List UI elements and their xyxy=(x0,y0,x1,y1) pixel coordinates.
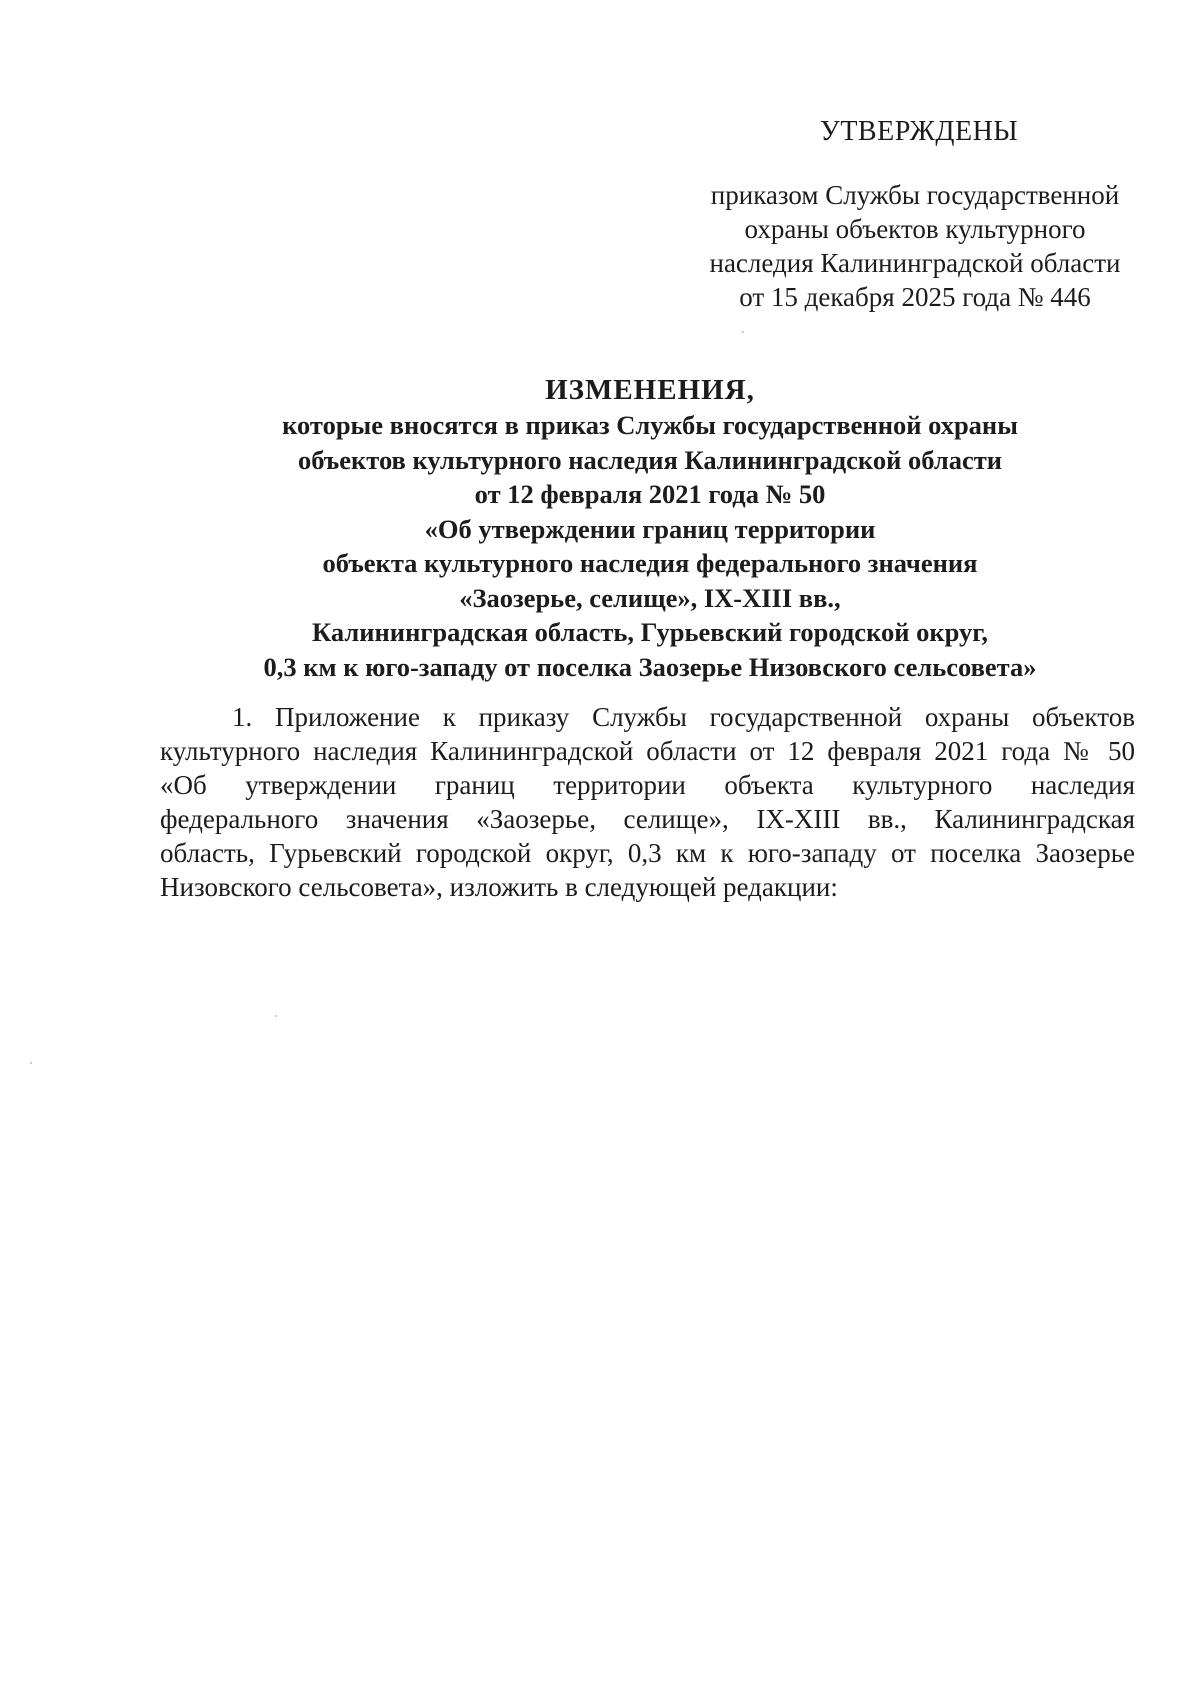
body-line: федерального значения «Заозерье, селище», IX-XIII вв., Калининградская xyxy=(160,804,1135,834)
body-line: 1. Приложение к приказу Службы государственной охраны объектов xyxy=(232,702,1135,732)
body-paragraph xyxy=(160,700,1135,904)
document-heading xyxy=(130,372,1170,684)
scan-speck xyxy=(275,1015,277,1017)
body-line: «Об утверждении границ территории объекта культурного наследия xyxy=(160,770,1135,800)
heading-line: объектов культурного наследия Калининградской области xyxy=(297,444,1003,475)
heading-line: от 12 февраля 2021 года № 50 xyxy=(474,479,826,509)
body-line: область, Гурьевский городской округ, 0,3 км к юго-западу от поселка Заозерье xyxy=(160,838,1135,868)
approval-title: УТВЕРЖДЕНЫ xyxy=(820,116,1019,147)
approval-line: приказом Службы государственной xyxy=(710,180,1120,210)
approval-line: охраны объектов культурного xyxy=(744,214,1086,244)
heading-line: объекта культурного наследия федерального значения xyxy=(322,548,978,578)
approval-line: наследия Калининградской области xyxy=(709,248,1121,278)
approval-line: от 15 декабря 2025 года № 446 xyxy=(739,282,1091,312)
heading-line: «Об утверждении границ территории xyxy=(424,513,876,544)
approval-details xyxy=(690,178,1140,314)
heading-line: 0,3 км к юго-западу от поселка Заозерье Низовского сельсовета» xyxy=(263,651,1037,682)
heading-line: которые вносятся в приказ Службы государственной охраны xyxy=(282,410,1018,440)
heading-line: Калининградская область, Гурьевский городской округ, xyxy=(312,617,988,647)
heading-title: ИЗМЕНЕНИЯ, xyxy=(545,374,755,406)
scan-speck xyxy=(742,331,744,333)
body-line: культурного наследия Калининградской области от 12 февраля 2021 года № 50 xyxy=(160,736,1135,766)
scan-speck xyxy=(30,1062,32,1064)
heading-line: «Заозерье, селище», IX-XIII вв., xyxy=(459,582,841,613)
body-line: Низовского сельсовета», изложить в следующей редакции: xyxy=(160,872,838,902)
